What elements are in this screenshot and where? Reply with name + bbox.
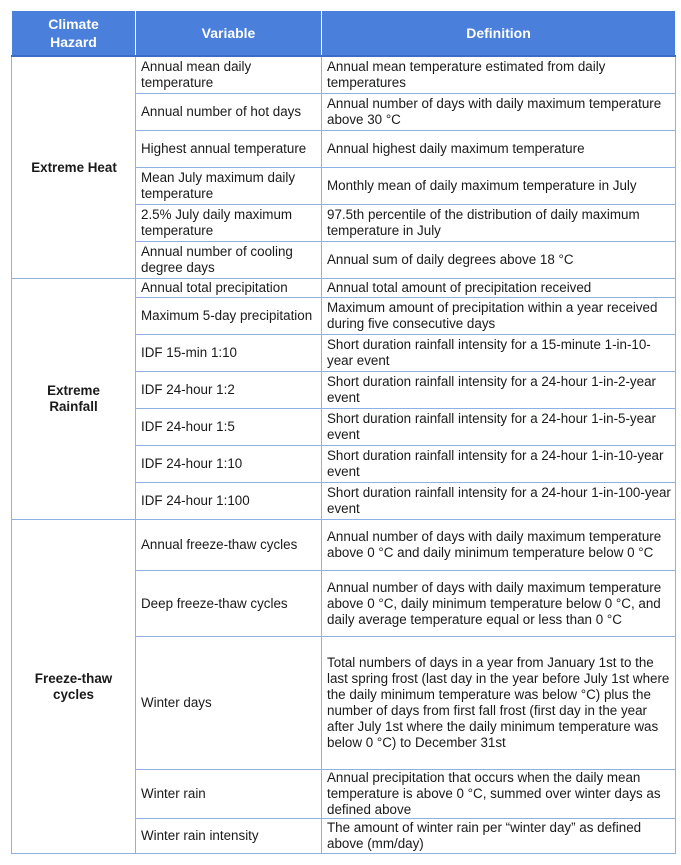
definition-cell: Annual total amount of precipitation received — [322, 279, 676, 298]
variable-cell: 2.5% July daily maximum temperature — [136, 205, 322, 242]
table-row — [12, 520, 676, 571]
definition-cell: Short duration rainfall intensity for a 24-hour 1-in-5-year event — [322, 409, 676, 446]
variable-cell: IDF 15-min 1:10 — [136, 335, 322, 372]
variable-cell: Highest annual temperature — [136, 131, 322, 168]
definition-cell: Annual precipitation that occurs when the daily mean temperature is above 0 °C, summed over winter days as defined above — [322, 770, 676, 819]
definition-cell: The amount of winter rain per “winter day” as defined above (mm/day) — [322, 819, 676, 854]
variable-cell: Annual freeze-thaw cycles — [136, 520, 322, 571]
definition-cell: Short duration rainfall intensity for a 24-hour 1-in-2-year event — [322, 372, 676, 409]
definition-cell: Annual number of days with daily maximum temperature above 30 °C — [322, 94, 676, 131]
definition-cell: Annual number of days with daily maximum temperature above 0 °C, daily minimum temperature below 0 °C, and daily average temperature equal or less than 0 °C — [322, 571, 676, 637]
definition-cell: Annual number of days with daily maximum temperature above 0 °C and daily minimum temperature below 0 °C — [322, 520, 676, 571]
variable-cell: IDF 24-hour 1:5 — [136, 409, 322, 446]
variable-cell: Annual number of cooling degree days — [136, 242, 322, 279]
variable-cell: Annual mean daily temperature — [136, 56, 322, 94]
definition-cell: Short duration rainfall intensity for a 24-hour 1-in-10-year event — [322, 446, 676, 483]
variable-cell: IDF 24-hour 1:100 — [136, 483, 322, 520]
variable-cell: Deep freeze-thaw cycles — [136, 571, 322, 637]
climate-hazard-table-container — [11, 10, 675, 854]
variable-cell: Winter rain intensity — [136, 819, 322, 854]
hazard-freeze-thaw-cycles: Freeze-thaw cycles — [12, 520, 136, 854]
header-climate-hazard: Climate Hazard — [12, 11, 136, 57]
variable-cell: Maximum 5-day precipitation — [136, 298, 322, 335]
variable-cell: Winter rain — [136, 770, 322, 819]
definition-cell: Maximum amount of precipitation within a year received during five consecutive days — [322, 298, 676, 335]
definition-cell: Annual sum of daily degrees above 18 °C — [322, 242, 676, 279]
variable-cell: Mean July maximum daily temperature — [136, 168, 322, 205]
table-row — [12, 56, 676, 94]
definition-cell: Short duration rainfall intensity for a 15-minute 1-in-10-year event — [322, 335, 676, 372]
hazard-extreme-heat: Extreme Heat — [12, 56, 136, 279]
variable-cell: IDF 24-hour 1:2 — [136, 372, 322, 409]
definition-cell: Total numbers of days in a year from January 1st to the last spring frost (last day in the year before July 1st where the daily minimum temperature was below °C) plus the number of days from first fall frost (first day in the year after July 1st where the daily minimum temperature was below 0 °C) to December 31st — [322, 637, 676, 770]
table-row — [12, 279, 676, 298]
climate-hazard-table — [11, 10, 676, 854]
header-row — [12, 11, 676, 57]
header-variable: Variable — [136, 11, 322, 57]
variable-cell: IDF 24-hour 1:10 — [136, 446, 322, 483]
definition-cell: 97.5th percentile of the distribution of daily maximum temperature in July — [322, 205, 676, 242]
variable-cell: Annual number of hot days — [136, 94, 322, 131]
definition-cell: Annual mean temperature estimated from daily temperatures — [322, 56, 676, 94]
definition-cell: Short duration rainfall intensity for a 24-hour 1-in-100-year event — [322, 483, 676, 520]
header-definition: Definition — [322, 11, 676, 57]
variable-cell: Winter days — [136, 637, 322, 770]
definition-cell: Monthly mean of daily maximum temperature in July — [322, 168, 676, 205]
variable-cell: Annual total precipitation — [136, 279, 322, 298]
definition-cell: Annual highest daily maximum temperature — [322, 131, 676, 168]
hazard-extreme-rainfall: Extreme Rainfall — [12, 279, 136, 520]
